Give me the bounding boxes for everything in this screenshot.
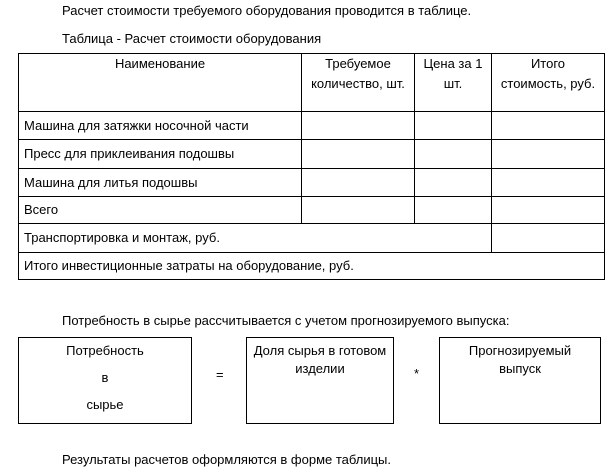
table-row xyxy=(19,140,605,169)
formula-box3-line2: выпуск xyxy=(499,361,541,376)
formula-box2-line1: Доля сырья в готовом xyxy=(253,343,387,358)
equipment-cost-table xyxy=(18,53,605,280)
cell-price xyxy=(415,197,492,224)
table-caption: Таблица - Расчет стоимости оборудования xyxy=(62,31,322,46)
table-row xyxy=(19,169,605,197)
formula-box-raw-demand xyxy=(18,337,192,424)
header-name-label: Наименование xyxy=(114,56,206,71)
cell-total xyxy=(492,140,605,169)
cell-price xyxy=(415,169,492,197)
formula-box1-line1: Потребность xyxy=(66,343,144,358)
formula-box-forecast xyxy=(439,337,601,424)
intro-paragraph: Расчет стоимости требуемого оборудования проводится в таблице. xyxy=(62,3,472,18)
header-total-line2: стоимость, руб. xyxy=(500,76,596,91)
row-label: Машина для затяжки носочной части xyxy=(19,112,302,140)
header-price-line1: Цена за 1 xyxy=(423,56,483,71)
cell-total xyxy=(492,112,605,140)
header-name xyxy=(19,54,302,112)
header-total-line1: Итого xyxy=(530,56,566,71)
investment-label: Итого инвестиционные затраты на оборудование, руб. xyxy=(19,253,605,280)
cell-total xyxy=(492,169,605,197)
row-label: Пресс для приклеивания подошвы xyxy=(19,140,302,169)
formula-box1-line2: в xyxy=(101,370,109,385)
results-paragraph: Результаты расчетов оформляются в форме таблицы. xyxy=(62,452,391,467)
transport-row xyxy=(19,224,605,253)
formula-box3-line1: Прогнозируемый xyxy=(468,343,572,358)
cell-quantity xyxy=(302,112,415,140)
cell-total xyxy=(492,197,605,224)
header-price-line2: шт. xyxy=(443,76,463,91)
formula-box1-line3: сырье xyxy=(86,397,124,412)
table-row xyxy=(19,112,605,140)
cell-quantity xyxy=(302,140,415,169)
cell-price xyxy=(415,112,492,140)
header-total xyxy=(492,54,605,112)
cell-quantity xyxy=(302,197,415,224)
transport-total-cell xyxy=(492,224,605,253)
investment-row xyxy=(19,253,605,280)
equals-sign: = xyxy=(216,367,224,382)
header-price xyxy=(415,54,492,112)
formula-box-share xyxy=(246,337,394,424)
table-header-row xyxy=(19,54,605,112)
row-label: Машина для литья подошвы xyxy=(19,169,302,197)
cell-price xyxy=(415,140,492,169)
multiply-sign: * xyxy=(414,366,420,381)
table-row xyxy=(19,197,605,224)
header-quantity-line2: количество, шт. xyxy=(311,76,405,91)
cell-quantity xyxy=(302,169,415,197)
header-quantity-line1: Требуемое xyxy=(325,56,391,71)
raw-demand-paragraph: Потребность в сырье рассчитывается с учетом прогнозируемого выпуска: xyxy=(62,313,510,328)
transport-label: Транспортировка и монтаж, руб. xyxy=(19,224,492,253)
row-label: Всего xyxy=(19,197,302,224)
formula-box2-line2: изделии xyxy=(295,361,345,376)
header-quantity xyxy=(302,54,415,112)
